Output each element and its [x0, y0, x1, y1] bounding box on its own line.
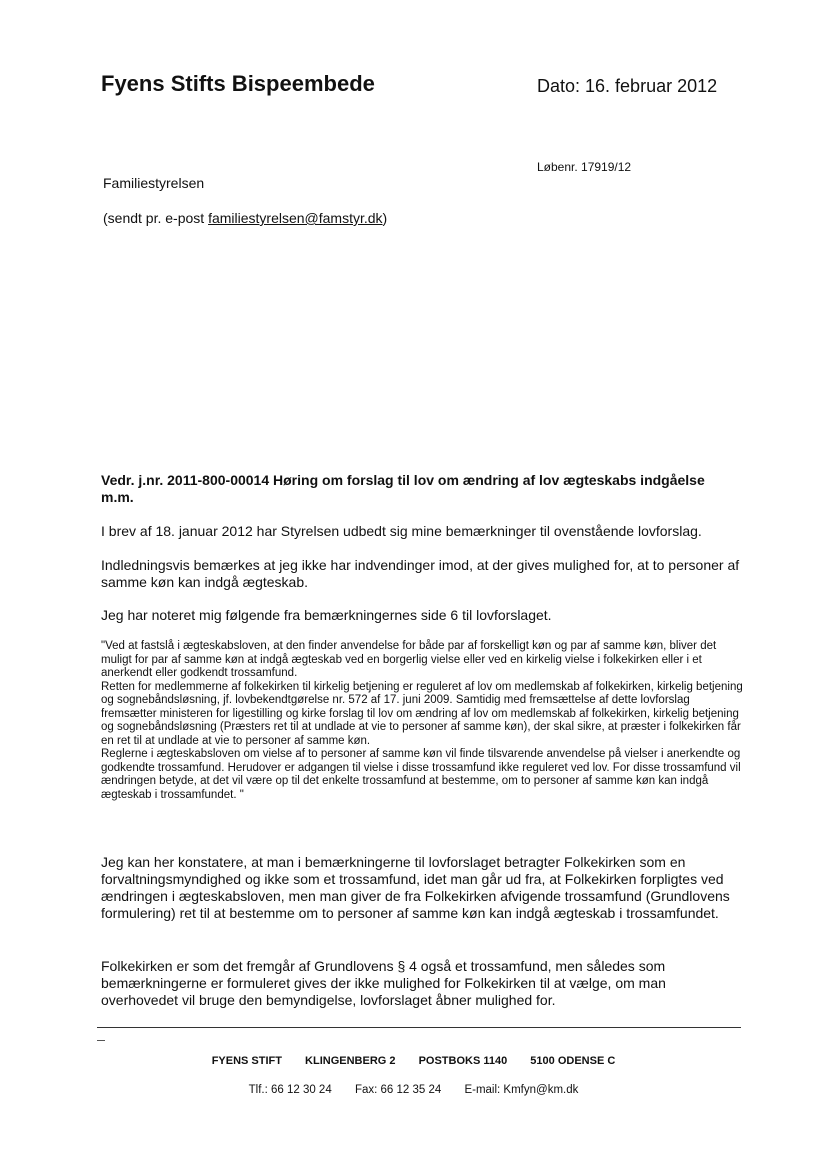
paragraph-no-objection: Indledningsvis bemærkes at jeg ikke har indvendinger imod, at der gives mulighed for, at to personer af samme køn kan indgå ægteskab. — [101, 557, 740, 590]
paragraph-observation: Jeg kan her konstatere, at man i bemærkningerne til lovforslaget betragter Folkekirken som en forvaltningsmyndighed og ikke som et trossamfund, idet man går ud fra, at Folkekirken forpligtes ved ændringen i ægteskabsloven, men man giver de fra Folkekirken afvigende trossamfund (Grundlovens formulering) ret til at bestemme om to personer af samme køn kan indgå ægteskab i trossamfundet. — [101, 854, 730, 921]
quoted-remarks — [101, 640, 746, 802]
footer-street: KLINGENBERG 2 — [305, 1055, 396, 1067]
organization-title: Fyens Stifts Bispeembede — [101, 71, 375, 96]
letter-date: Dato: 16. februar 2012 — [537, 76, 718, 96]
quote-paragraph: Retten for medlemmerne af folkekirken til kirkelig betjening er reguleret af lov om medlemskab af folkekirken, kirkelig betjening og sognebåndsløsning, jf. lovbekendtgørelse nr. 572 af 17. juni 2009. Samtidig med fremsættelse af dette lovforslag fremsætter ministeren for ligestilling og kirke forslag til lov om ændring af lov om medlemskab af folkekirken, kirkelig betjening og sognebåndsløsning (Præsters ret til at undlade at vie to personer af samme køn), der skal sikre, at præster i folkekirken får en ret til at undlade at vie to personer af samme køn. — [101, 680, 743, 747]
quote-paragraph: "Ved at fastslå i ægteskabsloven, at den finder anvendelse for både par af forskelligt køn og par af samme køn, bliver det muligt for par af samme køn at indgå ægteskab ved en borgerlig vielse eller ved en kirkelig vielse i folkekirken eller i et anerkendt eller godkendt trossamfund. — [101, 640, 717, 679]
footer-fax: Fax: 66 12 35 24 — [354, 1084, 442, 1096]
footer-stift: FYENS STIFT — [211, 1055, 282, 1067]
footer-address — [0, 1055, 827, 1067]
sent-by-email-line — [103, 210, 387, 226]
footer-contact — [0, 1084, 827, 1096]
footer-city: 5100 ODENSE C — [530, 1055, 616, 1067]
footer-divider — [97, 1027, 741, 1028]
quote-paragraph: Reglerne i ægteskabsloven om vielse af to personer af samme køn vil finde tilsvarende anvendelse på vielser i anerkendte og godkendte trossamfund. Herudover er adgangen til vielse i disse trossamfund ikke reguleret ved lov. For disse trossamfund vil ændringen betyde, at det vil være op til det enkelte trossamfund at bestemme, om to personer af samme køn kan indgå ægteskab i trossamfundet. " — [101, 748, 741, 801]
reference-number: Løbenr. 17919/12 — [537, 160, 632, 174]
subject-line: Vedr. j.nr. 2011-800-00014 Høring om forslag til lov om ændring af lov ægteskabs indgåelse m.m. — [101, 472, 705, 505]
recipient-email-link[interactable]: familiestyrelsen@famstyr.dk — [208, 210, 383, 226]
paragraph-intro: I brev af 18. januar 2012 har Styrelsen udbedt sig mine bemærkninger til ovenstående lovforslag. — [101, 523, 702, 539]
recipient-name: Familiestyrelsen — [103, 175, 205, 191]
footer-email[interactable]: E-mail: Kmfyn@km.dk — [464, 1084, 579, 1096]
footer-postbox: POSTBOKS 1140 — [418, 1055, 508, 1067]
sent-prefix: (sendt pr. e-post — [103, 210, 209, 226]
sent-suffix: ) — [382, 210, 388, 226]
paragraph-noted: Jeg har noteret mig følgende fra bemærkningernes side 6 til lovforslaget. — [101, 607, 552, 623]
paragraph-conclusion: Folkekirken er som det fremgår af Grundlovens § 4 også et trossamfund, men således som bemærkningerne er formuleret gives der ikke mulighed for Folkekirken til at vælge, om man overhovedet vil bruge den bemyndigelse, lovforslaget åbner mulighed for. — [101, 958, 666, 1008]
footer-dash — [97, 1040, 105, 1041]
footer-phone: Tlf.: 66 12 30 24 — [248, 1084, 332, 1096]
